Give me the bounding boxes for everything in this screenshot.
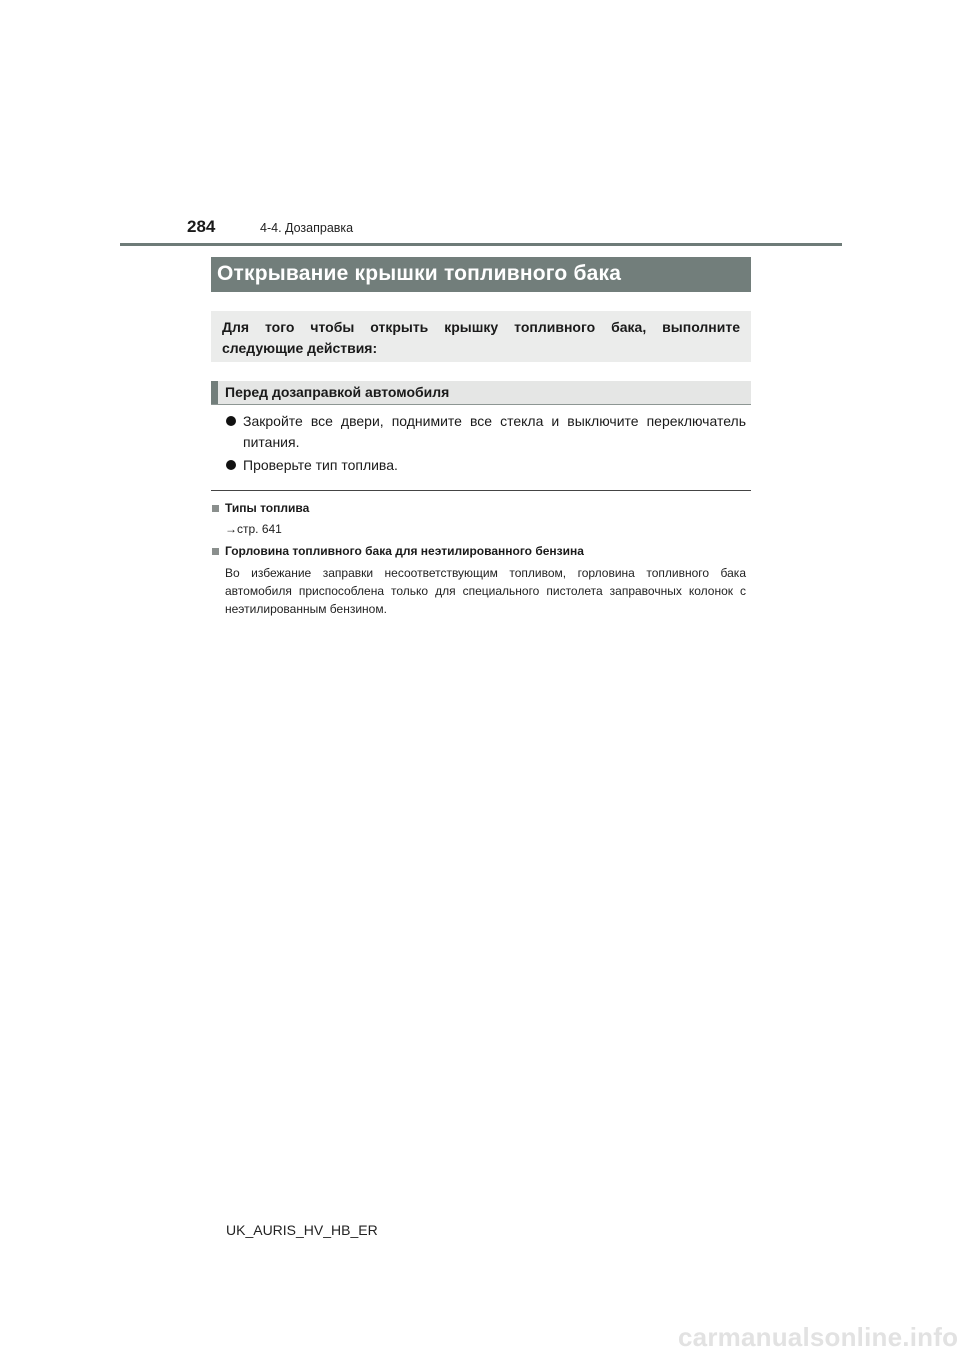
bullet-dot-icon — [226, 460, 236, 470]
intro-text: Для того чтобы открыть крышку топливного бака, выполните следующие действия: — [222, 319, 740, 356]
square-bullet-icon — [212, 548, 219, 555]
subsection-bar — [211, 381, 751, 405]
note-text: Во избежание заправки несоответствующим топливом, горловина топливного бака автомобиля приспособлена только для специального пистолета заправочных колонок с неэтилированным бензином. — [225, 566, 746, 616]
page-number: 284 — [187, 217, 216, 236]
document-code: UK_AURIS_HV_HB_ER — [226, 1222, 378, 1238]
note-heading: Горловина топливного бака для неэтилированного бензина — [225, 544, 584, 558]
watermark: carmanualsonline.info — [678, 1322, 959, 1352]
page-title: Открывание крышки топливного бака — [217, 262, 622, 285]
bullet-item: Закройте все двери, поднимите все стекла и выключите переключатель питания. — [243, 413, 746, 450]
subsection-title: Перед дозаправкой автомобиля — [225, 384, 450, 400]
square-bullet-icon — [212, 505, 219, 512]
section-header: 4-4. Дозаправка — [260, 221, 354, 235]
intro-box — [211, 311, 751, 362]
bullet-item: Проверьте тип топлива. — [243, 457, 398, 473]
note-heading: Типы топлива — [225, 501, 310, 515]
section-divider — [211, 490, 751, 491]
section-title-bar — [211, 257, 751, 292]
note-page-reference: →стр. 641 — [225, 522, 282, 536]
header-divider — [120, 243, 842, 246]
subsection-accent — [211, 381, 218, 404]
bullet-dot-icon — [226, 416, 236, 426]
